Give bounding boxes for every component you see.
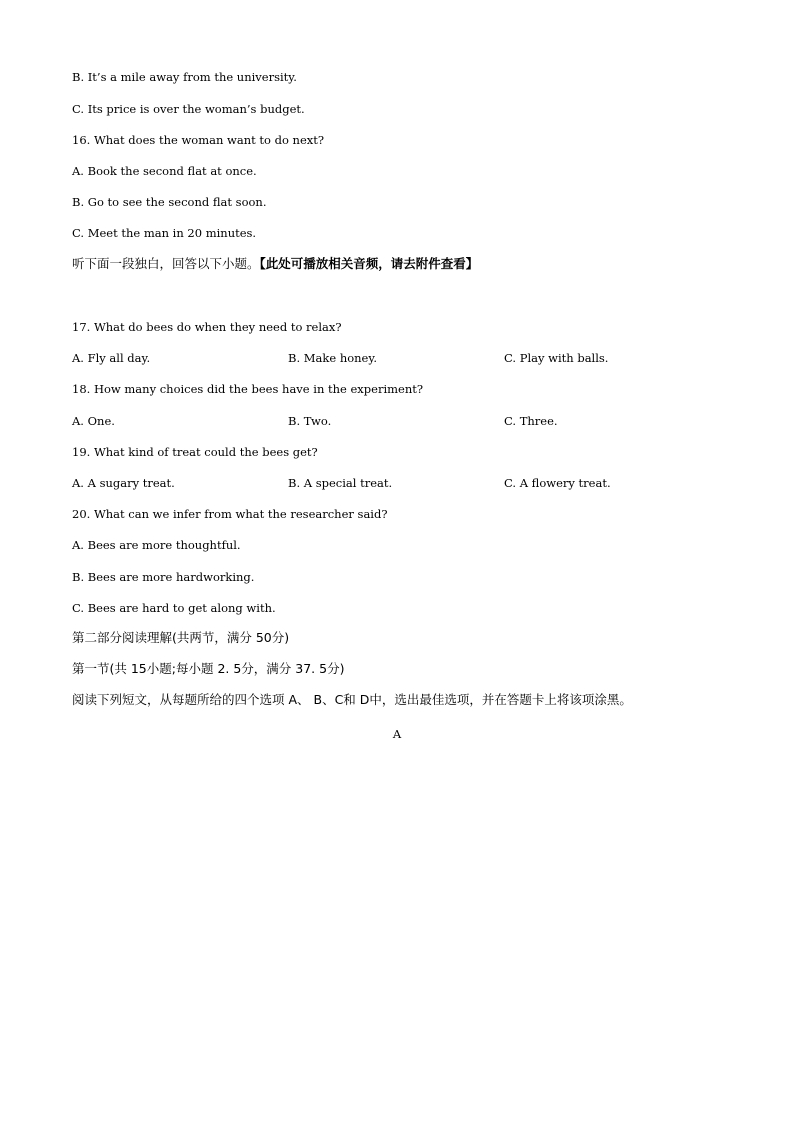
q17-question: 17. What do bees do when they need to relax? — [72, 320, 342, 334]
q19-option-c: C. A flowery treat. — [504, 476, 611, 490]
q20-option-b: B. Bees are more hardworking. — [72, 570, 255, 584]
q17-option-a: A. Fly all day. — [72, 351, 151, 365]
reading-instruction: 阅读下列短文，从每题所给的四个选项 A、 B、C和 D中，选出最佳选项，并在答题卡上将该项涂黑。 — [72, 692, 632, 707]
q18-option-b: B. Two. — [288, 414, 332, 428]
q20-question: 20. What can we infer from what the researcher said? — [72, 507, 388, 521]
q17-option-b: B. Make honey. — [288, 351, 377, 365]
q15-option-b: B. It’s a mile away from the university. — [72, 70, 297, 84]
passage-label: A — [392, 727, 402, 741]
audio-note: 【此处可播放相关音频，请去附件查看】 — [259, 256, 479, 271]
q15-option-c: C. Its price is over the woman’s budget. — [72, 102, 305, 116]
monologue-instruction — [72, 257, 478, 271]
q18-option-c: C. Three. — [504, 414, 558, 428]
part2-title: 第二部分阅读理解(共两节，满分 50分) — [72, 630, 290, 645]
q18-question: 18. How many choices did the bees have in the experiment? — [72, 382, 424, 396]
q16-option-a: A. Book the second flat at once. — [72, 164, 257, 178]
q20-option-c: C. Bees are hard to get along with. — [72, 601, 276, 615]
q16-option-c: C. Meet the man in 20 minutes. — [72, 226, 257, 240]
q16-question: 16. What does the woman want to do next? — [72, 133, 325, 147]
q18-option-a: A. One. — [72, 414, 115, 428]
q17-option-c: C. Play with balls. — [504, 351, 609, 365]
q16-option-b: B. Go to see the second flat soon. — [72, 195, 267, 209]
q20-option-a: A. Bees are more thoughtful. — [72, 538, 241, 552]
q19-option-b: B. A special treat. — [288, 476, 393, 490]
q19-option-a: A. A sugary treat. — [72, 476, 175, 490]
monologue-instruction-text: 听下面一段独白，回答以下小题。 — [72, 256, 260, 271]
section1-title: 第一节(共 15小题;每小题 2. 5分，满分 37. 5分) — [72, 661, 345, 676]
q19-question: 19. What kind of treat could the bees get? — [72, 445, 318, 459]
